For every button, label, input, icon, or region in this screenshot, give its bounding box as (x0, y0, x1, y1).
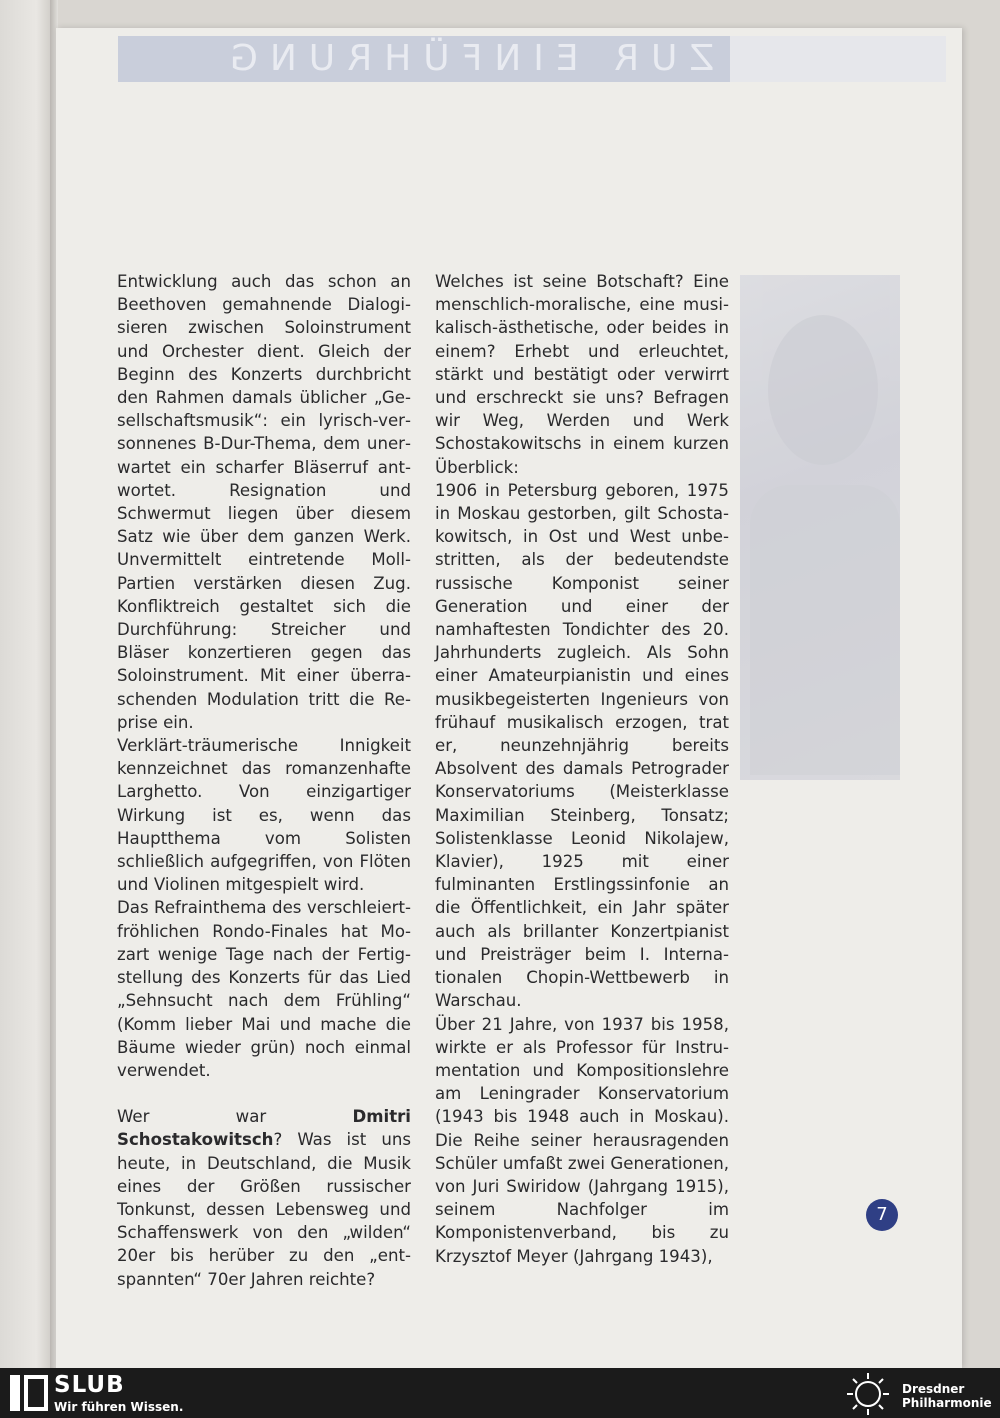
philharmonie-line1: Dresdner (902, 1382, 965, 1396)
composer-name: Dmitri Schostakowitsch (117, 1107, 411, 1150)
paragraph: Entwicklung auch das schon an Beethoven gemahnende Dialogisieren zwischen Soloinstrument und Orchester dient. Gleich der Beginn des Konzerts durchbricht den Rahmen damals üblicher „Gesellschaftsmusik“: ein lyrisch-versonnenes B-Dur-Thema, dem unerwartet ein scharfer Bläserruf antwortet. Resignation und Schwermut liegen über diesem Satz wie über dem ganzen Werk. Unvermittelt eintretende Moll-Partien verstärken diesen Zug. Konfliktreich gestaltet sich die Durchführung: Streicher und Bläser konzertieren gegen das Soloinstrument. Mit einer überraschenden Modulation tritt die Reprise ein. (117, 272, 411, 732)
section-header-band (118, 36, 730, 82)
previous-page-edge (0, 0, 52, 1368)
paragraph: Das Refrainthema des verschleiert-fröhlichen Rondo-Finales hat Mozart wenige Tage nach der Fertigstellung des Konzerts für das Lied „Sehnsucht nach dem Frühling“ (Komm lieber Mai und mache die Bäume wieder grün) noch einmal verwendet. (117, 898, 411, 1080)
question-suffix: ? Was ist uns heute, in Deutschland, die Musik eines der Größen russischer Tonkunst, dessen Lebensweg und Schaffenswerk von den „wilden“ 20er bis herüber zu den „entspannten“ 70er Jahren reichte? (117, 1130, 411, 1289)
philharmonie-line2: Philharmonie (902, 1396, 992, 1410)
paragraph: Über 21 Jahre, von 1937 bis 1958, wirkte er als Professor für Instrumentation und Kompositionslehre am Leningrader Konservatorium (1943 bis 1948 auch in Moskau). Die Reihe seiner herausragenden Schüler umfaßt zwei Generationen, von Juri Swiridow (Jahrgang 1915), seinem Nachfolger im Komponistenverband, bis zu Krzysztof Meyer (Jahrgang 1943), (435, 1014, 729, 1266)
section-header-tail (730, 36, 946, 82)
philharmonie-name (902, 1382, 992, 1410)
page-number-badge: 7 (866, 1199, 898, 1231)
question-paragraph (117, 1105, 411, 1291)
paragraph: 1906 in Petersburg geboren, 1975 in Moskau gestorben, gilt Schostakowitsch, in Ost und West unbestritten, als der bedeutendste russische Komponist seiner Generation und einer der namhaftesten Tondichter des 20. Jahrhunderts zugleich. Als Sohn einer Amateurpianistin und eines musikbegeisterten Ingenieurs von frühauf musikalisch erzogen, trat er, neunzehnjährig bereits Absolvent des damals Petrograder Konservatoriums (Meisterklasse Maximilian Steinberg, Tonsatz; Solistenklasse Leonid Nikolajew, Klavier), 1925 mit einer fulminanten Erstlingssinfonie an die Öffentlichkeit, ein Jahr später auch als brillanter Konzertpianist und Preisträger beim I. Internationalen Chopin-Wettbewerb in Warschau. (435, 480, 729, 1011)
paragraph: Verklärt-träumerische Innigkeit kennzeichnet das romanzenhafte Larghetto. Von einzigartiger Wirkung ist es, wenn das Hauptthema vom Solisten schließlich aufgegriffen, von Flöten und Violinen mitgespielt wird. (117, 736, 411, 895)
paragraph-gap (117, 1082, 411, 1105)
philharmonie-logo-icon (842, 1371, 894, 1417)
slub-tagline: Wir führen Wissen. (54, 1400, 184, 1414)
portrait-face-shape (768, 315, 878, 465)
faded-portrait-photo (740, 275, 900, 780)
paragraph: Welches ist seine Botschaft? Eine menschlich-moralische, eine musikalisch-ästhetische, oder beides in einem? Erhebt und erleuchtet, stärkt und bestätigt oder verwirrt und erschreckt sie uns? Befragen wir Weg, Werden und Werk Schostakowitschs in einem kurzen Überblick: (435, 272, 729, 477)
text-column-left (117, 270, 411, 1291)
slub-name: SLUB (54, 1372, 125, 1398)
question-prefix: Wer war (117, 1107, 353, 1127)
portrait-body-shape (750, 485, 900, 775)
text-column-right (435, 270, 729, 1268)
slub-logo-icon (10, 1375, 48, 1411)
section-header-title: ZUR EINFÜHRUNG (217, 38, 714, 79)
